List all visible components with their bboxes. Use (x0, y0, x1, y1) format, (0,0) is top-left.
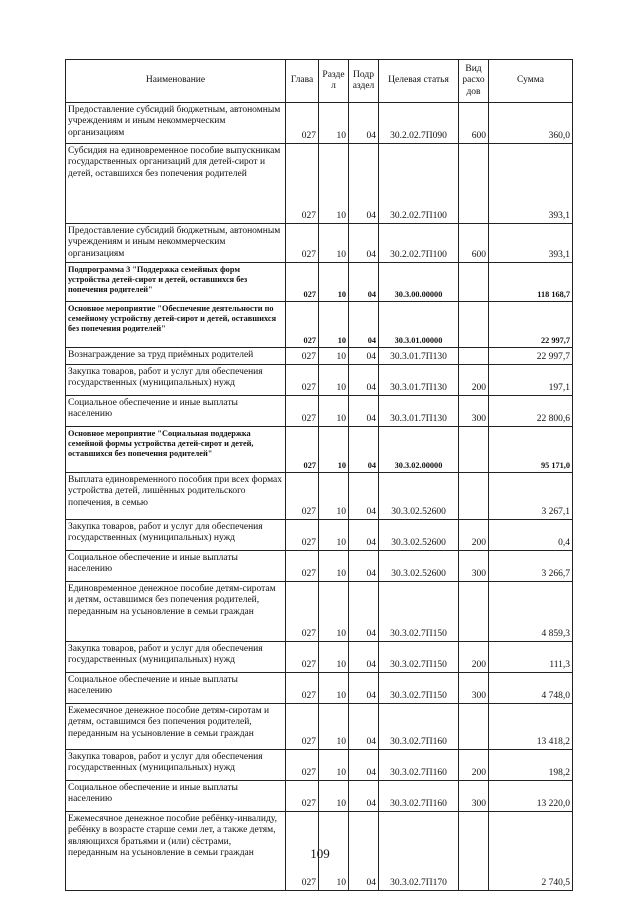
cell-expense-type: 300 (459, 673, 489, 704)
cell-chapter: 027 (286, 704, 319, 750)
cell-section: 10 (319, 812, 349, 891)
cell-expense-type (459, 427, 489, 473)
cell-chapter: 027 (286, 551, 319, 582)
cell-target-item: 30.3.02.52600 (379, 473, 459, 520)
cell-target-item: 30.2.02.7П100 (379, 144, 459, 224)
cell-subsection: 04 (349, 812, 379, 891)
cell-amount: 197,1 (489, 365, 573, 396)
cell-chapter: 027 (286, 144, 319, 224)
cell-amount: 3 267,1 (489, 473, 573, 520)
cell-subsection: 04 (349, 348, 379, 365)
table-row (66, 396, 573, 427)
cell-amount: 22 997,7 (489, 302, 573, 348)
table-row (66, 673, 573, 704)
page-number: 109 (310, 846, 330, 861)
cell-expense-type: 200 (459, 642, 489, 673)
cell-chapter: 027 (286, 348, 319, 365)
table-row (66, 582, 573, 642)
cell-section: 10 (319, 642, 349, 673)
cell-amount: 4 748,0 (489, 673, 573, 704)
table-row (66, 473, 573, 520)
cell-expense-type: 200 (459, 365, 489, 396)
cell-amount: 22 800,6 (489, 396, 573, 427)
cell-amount: 111,3 (489, 642, 573, 673)
cell-target-item: 30.3.02.7П150 (379, 642, 459, 673)
cell-subsection: 04 (349, 642, 379, 673)
cell-target-item: 30.3.01.7П130 (379, 365, 459, 396)
header-expense-type: Вид расхо дов (459, 60, 489, 103)
cell-section: 10 (319, 263, 349, 302)
cell-subsection: 04 (349, 551, 379, 582)
cell-chapter: 027 (286, 520, 319, 551)
cell-name: Вознаграждение за труд приёмных родителей (66, 348, 286, 365)
cell-target-item: 30.3.00.00000 (379, 263, 459, 302)
table-row (66, 750, 573, 781)
cell-section: 10 (319, 224, 349, 263)
cell-subsection: 04 (349, 103, 379, 144)
cell-subsection: 04 (349, 263, 379, 302)
header-target-item: Целевая статья (379, 60, 459, 103)
table-row (66, 263, 573, 302)
cell-amount: 393,1 (489, 144, 573, 224)
cell-subsection: 04 (349, 520, 379, 551)
cell-name: Социальное обеспечение и иные выплаты населению (66, 673, 286, 704)
cell-target-item: 30.3.02.7П160 (379, 704, 459, 750)
cell-section: 10 (319, 704, 349, 750)
header-section: Разде л (319, 60, 349, 103)
cell-subsection: 04 (349, 396, 379, 427)
cell-subsection: 04 (349, 144, 379, 224)
cell-chapter: 027 (286, 103, 319, 144)
cell-name: Ежемесячное денежное пособие ребёнку-инвалиду, ребёнку в возрасте старше семи лет, а также детям, являющихся братьями и (или) сёстрами, переданным на усыновление в семьи граждан (66, 812, 286, 891)
cell-expense-type: 600 (459, 224, 489, 263)
cell-name: Предоставление субсидий бюджетным, автономным учреждениям и иным некоммерческим организациям (66, 224, 286, 263)
cell-section: 10 (319, 365, 349, 396)
cell-section: 10 (319, 427, 349, 473)
cell-subsection: 04 (349, 473, 379, 520)
cell-subsection: 04 (349, 704, 379, 750)
cell-name: Основное мероприятие "Обеспечение деятельности по семейному устройству детей-сирот и детей, оставшихся без попечения родителей" (66, 302, 286, 348)
budget-table (65, 59, 573, 891)
cell-subsection: 04 (349, 224, 379, 263)
cell-subsection: 04 (349, 427, 379, 473)
table-row (66, 302, 573, 348)
cell-amount: 13 418,2 (489, 704, 573, 750)
cell-name: Закупка товаров, работ и услуг для обеспечения государственных (муниципальных) нужд (66, 520, 286, 551)
table-row (66, 365, 573, 396)
cell-name: Основное мероприятие "Социальная поддержка семейной формы устройства детей-сирот и детей, оставшихся без попечения родителей" (66, 427, 286, 473)
cell-target-item: 30.3.02.7П160 (379, 750, 459, 781)
cell-target-item: 30.2.02.7П100 (379, 224, 459, 263)
cell-expense-type (459, 348, 489, 365)
cell-name: Социальное обеспечение и иные выплаты населению (66, 781, 286, 812)
cell-section: 10 (319, 396, 349, 427)
cell-expense-type: 600 (459, 103, 489, 144)
table-row (66, 144, 573, 224)
cell-expense-type (459, 144, 489, 224)
cell-name: Подпрограмма 3 "Поддержка семейных форм устройства детей-сирот и детей, оставшихся без попечения родителей" (66, 263, 286, 302)
cell-amount: 2 740,5 (489, 812, 573, 891)
cell-expense-type: 300 (459, 551, 489, 582)
cell-subsection: 04 (349, 781, 379, 812)
cell-expense-type (459, 704, 489, 750)
cell-chapter: 027 (286, 396, 319, 427)
cell-section: 10 (319, 551, 349, 582)
cell-name: Закупка товаров, работ и услуг для обеспечения государственных (муниципальных) нужд (66, 642, 286, 673)
cell-expense-type: 200 (459, 750, 489, 781)
cell-name: Закупка товаров, работ и услуг для обеспечения государственных (муниципальных) нужд (66, 750, 286, 781)
cell-name: Закупка товаров, работ и услуг для обеспечения государственных (муниципальных) нужд (66, 365, 286, 396)
cell-section: 10 (319, 750, 349, 781)
cell-expense-type (459, 263, 489, 302)
cell-target-item: 30.3.02.7П170 (379, 812, 459, 891)
cell-chapter: 027 (286, 473, 319, 520)
cell-section: 10 (319, 144, 349, 224)
cell-section: 10 (319, 781, 349, 812)
cell-name: Выплата единовременного пособия при всех формах устройства детей, лишённых родительского попечения, в семью (66, 473, 286, 520)
cell-amount: 393,1 (489, 224, 573, 263)
cell-section: 10 (319, 473, 349, 520)
cell-target-item: 30.3.02.00000 (379, 427, 459, 473)
cell-amount: 118 168,7 (489, 263, 573, 302)
cell-expense-type: 300 (459, 396, 489, 427)
table-row (66, 704, 573, 750)
table-row (66, 642, 573, 673)
cell-subsection: 04 (349, 302, 379, 348)
cell-amount: 13 220,0 (489, 781, 573, 812)
cell-name: Субсидия на единовременное пособие выпускникам государственных организаций для детей-сирот и детей, оставшихся без попечения родителей (66, 144, 286, 224)
header-amount: Сумма (489, 60, 573, 103)
cell-section: 10 (319, 103, 349, 144)
cell-section: 10 (319, 520, 349, 551)
cell-expense-type: 200 (459, 520, 489, 551)
header-row (66, 60, 573, 103)
cell-subsection: 04 (349, 673, 379, 704)
cell-expense-type (459, 302, 489, 348)
cell-amount: 4 859,3 (489, 582, 573, 642)
cell-chapter: 027 (286, 302, 319, 348)
cell-target-item: 30.3.02.7П160 (379, 781, 459, 812)
cell-expense-type (459, 582, 489, 642)
header-subsection: Подр аздел (349, 60, 379, 103)
cell-target-item: 30.3.02.7П150 (379, 582, 459, 642)
cell-target-item: 30.2.02.7П090 (379, 103, 459, 144)
cell-section: 10 (319, 673, 349, 704)
cell-section: 10 (319, 348, 349, 365)
cell-chapter: 027 (286, 673, 319, 704)
cell-amount: 198,2 (489, 750, 573, 781)
cell-subsection: 04 (349, 582, 379, 642)
cell-expense-type: 300 (459, 781, 489, 812)
cell-chapter: 027 (286, 365, 319, 396)
cell-chapter: 027 (286, 750, 319, 781)
cell-subsection: 04 (349, 365, 379, 396)
table-row (66, 427, 573, 473)
table-row (66, 224, 573, 263)
cell-target-item: 30.3.01.00000 (379, 302, 459, 348)
table-row (66, 520, 573, 551)
cell-target-item: 30.3.02.52600 (379, 551, 459, 582)
cell-target-item: 30.3.01.7П130 (379, 396, 459, 427)
cell-section: 10 (319, 582, 349, 642)
cell-chapter: 027 (286, 781, 319, 812)
cell-chapter: 027 (286, 427, 319, 473)
cell-chapter: 027 (286, 263, 319, 302)
cell-name: Предоставление субсидий бюджетным, автономным учреждениям и иным некоммерческим организациям (66, 103, 286, 144)
cell-name: Социальное обеспечение и иные выплаты населению (66, 551, 286, 582)
table-row (66, 348, 573, 365)
cell-target-item: 30.3.01.7П130 (379, 348, 459, 365)
cell-amount: 0,4 (489, 520, 573, 551)
table-body (66, 103, 573, 891)
cell-subsection: 04 (349, 750, 379, 781)
cell-amount: 360,0 (489, 103, 573, 144)
cell-amount: 22 997,7 (489, 348, 573, 365)
cell-target-item: 30.3.02.7П150 (379, 673, 459, 704)
cell-chapter: 027 (286, 642, 319, 673)
cell-amount: 95 171,0 (489, 427, 573, 473)
table-row (66, 781, 573, 812)
cell-chapter: 027 (286, 224, 319, 263)
cell-section: 10 (319, 302, 349, 348)
cell-amount: 3 266,7 (489, 551, 573, 582)
cell-name: Ежемесячное денежное пособие детям-сиротам и детям, оставшимся без попечения родителей, переданным на усыновление в семьи граждан (66, 704, 286, 750)
cell-target-item: 30.3.02.52600 (379, 520, 459, 551)
header-chapter: Глава (286, 60, 319, 103)
cell-expense-type (459, 473, 489, 520)
table-row (66, 551, 573, 582)
cell-name: Единовременное денежное пособие детям-сиротам и детям, оставшимся без попечения родителей, переданным на усыновление в семьи граждан (66, 582, 286, 642)
cell-chapter: 027 (286, 582, 319, 642)
cell-name: Социальное обеспечение и иные выплаты населению (66, 396, 286, 427)
table-row (66, 103, 573, 144)
cell-chapter: 027 (286, 812, 319, 891)
header-name: Наименование (66, 60, 286, 103)
